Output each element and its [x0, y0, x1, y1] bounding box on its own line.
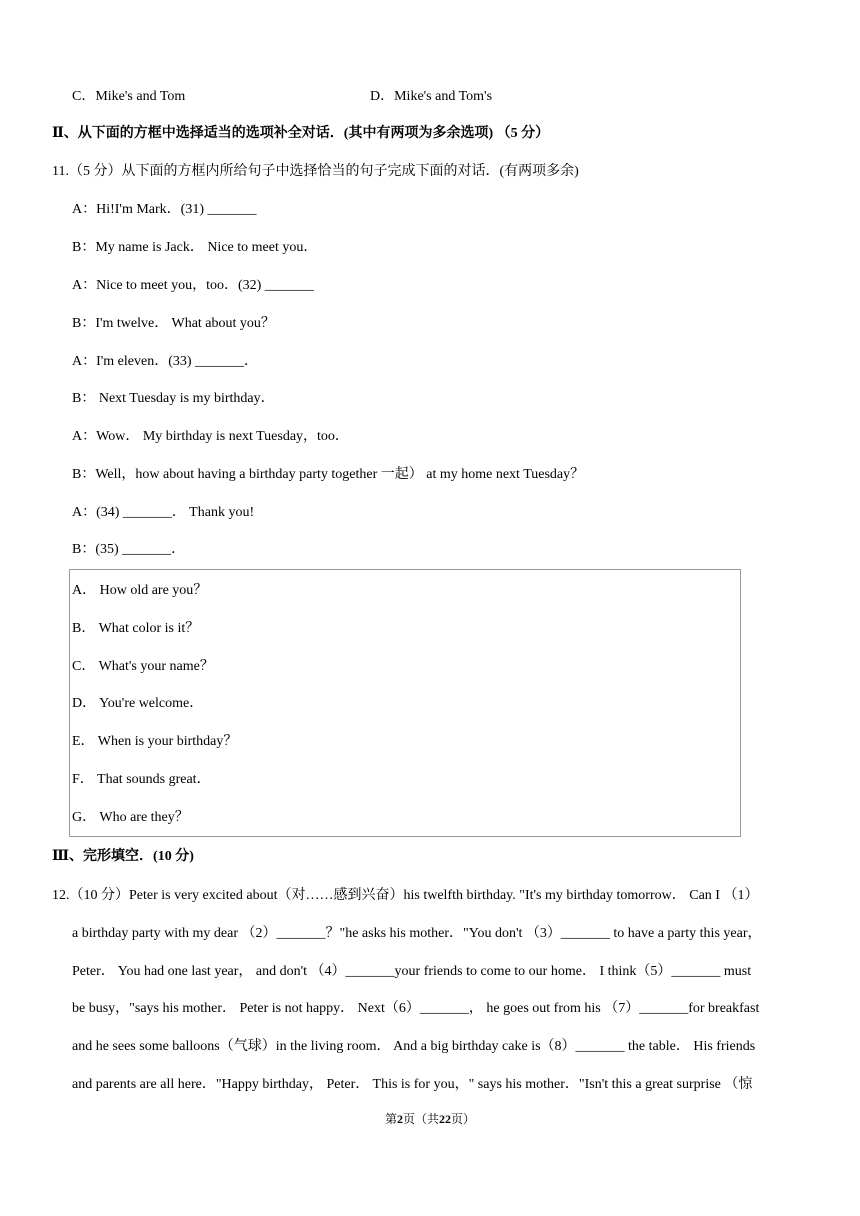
- section-2-heading: Ⅱ、从下面的方框中选择适当的选项补全对话．(其中有两项为多余选项) （5 分）: [52, 126, 550, 141]
- page-number: 2: [396, 1112, 403, 1126]
- passage-line: 12.（10 分）Peter is very excited about（对……感到兴奋）his twelfth birthday. "It's my birthday tomorrow． Can I （1）: [52, 888, 759, 903]
- dialogue-line: B：(35) _______．: [72, 542, 186, 557]
- option-item: B． What color is it？: [72, 621, 200, 636]
- option-item: F． That sounds great．: [72, 772, 211, 787]
- section-3-heading: Ⅲ、完形填空．(10 分): [52, 849, 194, 864]
- footer-post: 页）: [451, 1112, 476, 1126]
- option-item: D． You're welcome．: [72, 696, 204, 711]
- passage-line: and parents are all here．"Happy birthday， Peter． This is for you，" says his mother．"Isn't this a great surprise （惊: [72, 1077, 753, 1092]
- passage-line: and he sees some balloons（气球）in the living room． And a big birthday cake is（8）_______ the table． His friends: [72, 1039, 756, 1054]
- option-item: C． What's your name？: [72, 659, 214, 674]
- option-item: G． Who are they？: [72, 810, 189, 825]
- dialogue-line: A：(34) _______． Thank you!: [72, 505, 255, 520]
- footer-pre: 第: [384, 1112, 397, 1126]
- dialogue-line: B：My name is Jack． Nice to meet you．: [72, 240, 318, 255]
- question-11: 11.（5 分）从下面的方框内所给句子中选择恰当的句子完成下面的对话．(有两项多余): [52, 164, 579, 179]
- passage-line: Peter． You had one last year， and don't （4）_______your friends to come to our home． I think（5）_______ must: [72, 964, 752, 979]
- dialogue-line: A：Wow． My birthday is next Tuesday，too．: [72, 429, 349, 444]
- footer-mid: 页（共: [402, 1112, 439, 1126]
- passage-line: a birthday party with my dear （2）_______？"he asks his mother．"You don't （3）_______ to have a party this year，: [72, 926, 762, 941]
- total-pages: 22: [439, 1112, 451, 1126]
- option-c-prev: C．Mike's and Tom: [72, 89, 186, 104]
- option-d-prev: D．Mike's and Tom's: [370, 89, 493, 104]
- dialogue-line: B：I'm twelve． What about you？: [72, 316, 275, 331]
- dialogue-line: B： Next Tuesday is my birthday．: [72, 391, 275, 406]
- option-item: A． How old are you？: [72, 583, 208, 598]
- dialogue-line: A：Nice to meet you，too．(32) _______: [72, 278, 314, 293]
- dialogue-line: A：I'm eleven．(33) _______．: [72, 354, 259, 369]
- dialogue-line: B：Well，how about having a birthday party together 一起） at my home next Tuesday？: [72, 467, 585, 482]
- dialogue-line: A：Hi!I'm Mark．(31) _______: [72, 202, 257, 217]
- option-item: E． When is your birthday？: [72, 734, 238, 749]
- passage-line: be busy，"says his mother． Peter is not happy． Next（6）_______， he goes out from his （7）_______for breakfast: [72, 1001, 760, 1016]
- page-footer: [0, 1109, 860, 1129]
